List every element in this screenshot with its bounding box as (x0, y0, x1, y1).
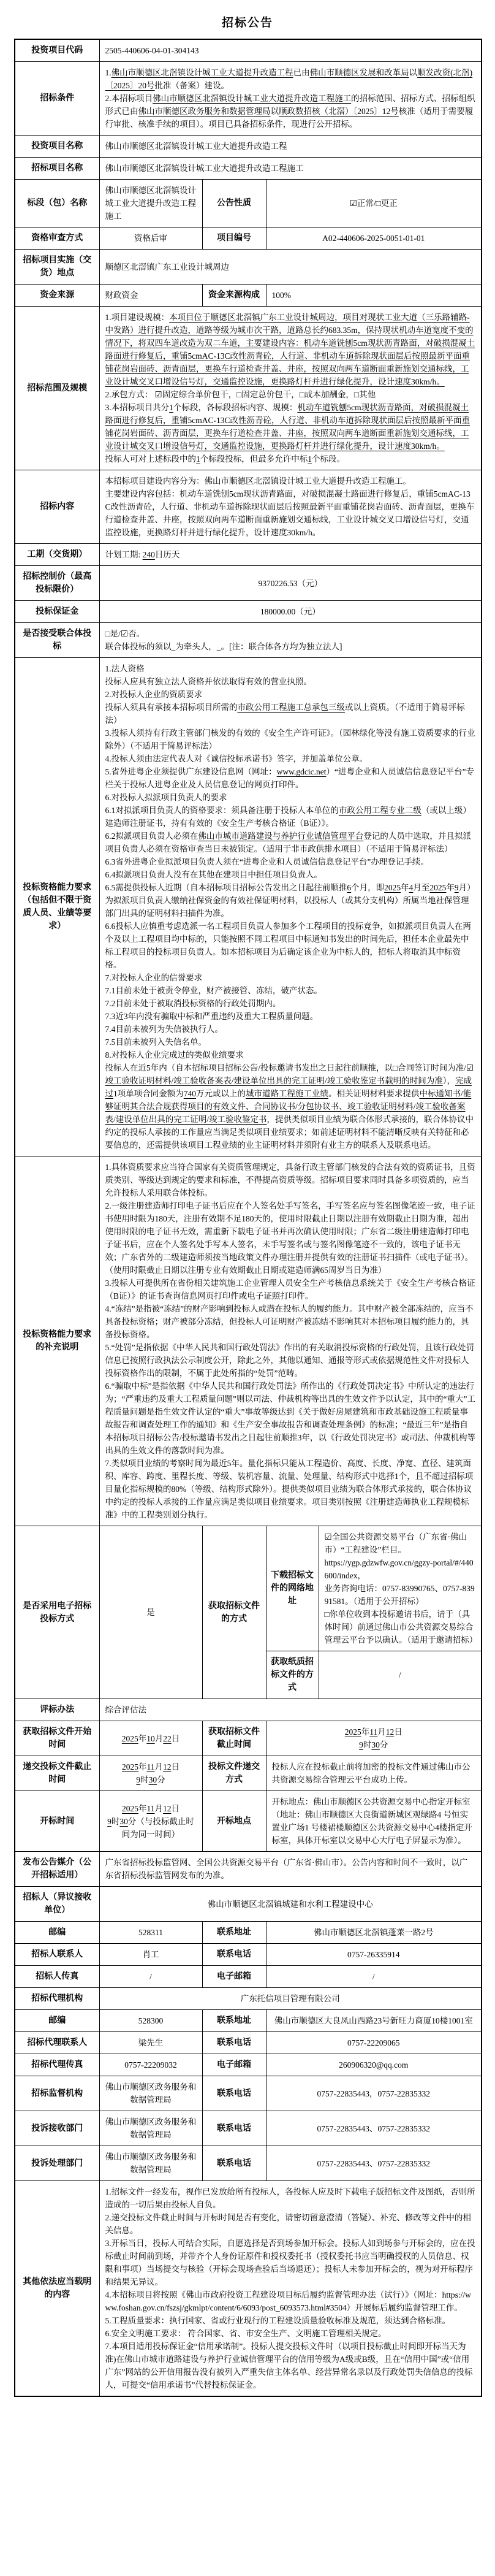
control-price-value: 9370226.53（元） (99, 566, 482, 601)
bid-bond-label: 投标保证金 (15, 601, 99, 623)
electronic-value: 是 (99, 1526, 202, 1699)
consortium-label: 是否接受联合体投标 (15, 623, 99, 658)
tenderer-address-label: 联系地址 (202, 1922, 266, 1944)
tender-name-value: 佛山市顺德区北滘镇设计城工业大道提升改造工程施工 (99, 158, 482, 180)
section-label: 标段（包）名称 (15, 180, 99, 227)
submission-method-value: 投标人应在投标截止前将加密的投标文件通过佛山市公共资源交易综合管理云平台成功上传。 (266, 1756, 482, 1791)
agency-address-value: 佛山市顺德区大良凤山西路23号新旺力商厦10楼1001室 (266, 2010, 482, 2032)
media-value: 广东省招标投标监管网、全国公共资源交易平台（广东省·佛山市）。公告内容和时间不一致时，以广东省招标投标监管网发布的为准。 (99, 1852, 482, 1887)
other-value: 1.招标文件一经发布，视作已发放给所有投标人，各投标人应及时下载电子版招标文件及图纸，否则所造成的一切后果由投标人自负。 2.递交投标文件截止时间与开标时间是否有变化，请密切留意澄清（答疑）、补充、修改等文件中的相关信息。 3.开标当日，投标人可结合实际，自愿选择是否到场参加开标会。投标人如到场参与开标会的，应在投标截止时间前到场，并带齐个人身份证原件和授权委托书（授权委托书应当明确授权的人员信息、权限和事项）当场提交与核验（开标会现场查验后当场退还）；投标人未参加开标会的，视为对开标程序和结果无异议。 4.本招标项目将按照《佛山市政府投资工程建设项目标后履约监督管理办法（试行）》（网址：https://www.foshan.gov.cn/fszsj/gkmlpt/content/6/6093/post_6093573.html#3504）开展标后履约监督管理工作。 5.工程质量要求：执行国家、省或行业现行的工程建设质量验收标准及规范，须达到合格标准。 6.安全文明施工要求： 符合国家、省、市安全生产、文明施工管理相关规定。 7.本项目适用投标保证金“信用承诺制”。投标人提交投标文件时（以项目投标截止时间即开标当天为准)在佛山市城市道路建设与养护行业诚信管理平台的信用等级为A级或B级，且在“信用中国”或“信用广东”网站的公开信用报告没有被列入严重失信主体名单、经营异常名录以及行政处罚失信信息的投标人，可提交“信用承诺书”代替投标保证金。 (99, 2181, 482, 2397)
row-supervisor (15, 2076, 482, 2111)
row-agency (15, 1988, 482, 2010)
invest-name-value: 佛山市顺德区北滘镇设计城工业大道提升改造工程 (99, 136, 482, 158)
doc-obtain-start-value: 2025年10月22日 (99, 1721, 202, 1756)
row-qualification-review (15, 227, 482, 250)
tenderer-email-label: 电子邮箱 (202, 1966, 266, 1988)
agency-address-label: 联系地址 (202, 2010, 266, 2032)
agency-contact-value: 梁先生 (99, 2032, 202, 2054)
tenderer-contact-label: 招标人联系人 (15, 1944, 99, 1966)
project-number-value: A02-440606-2025-0051-01-01 (266, 227, 482, 250)
agency-value: 广东托信项目管理有限公司 (99, 1988, 482, 2010)
notice-nature-label: 公告性质 (202, 180, 266, 227)
row-agency-zip (15, 2010, 482, 2032)
funding-composition-value: 100% (266, 285, 482, 307)
supervisor-phone-value: 0757-22835443，0757-22835332 (266, 2076, 482, 2111)
project-code-label: 投资项目代码 (15, 39, 99, 62)
agency-phone-value: 0757-22209065 (266, 2032, 482, 2054)
tender-announcement-table (14, 39, 482, 2397)
download-address-label: 下载招标文件的网络地址 (266, 1526, 319, 1651)
opening-place-label: 开标地点 (202, 1791, 266, 1852)
bid-bond-value: 180000.00（元） (99, 601, 482, 623)
submission-method-label: 投标文件递交方式 (202, 1756, 266, 1791)
row-funding (15, 285, 482, 307)
row-complaint-receive (15, 2111, 482, 2146)
opening-place-value: 开标地点：佛山市顺德区公共资源交易中心指定开标室（地址：佛山市顺德区大良街道新城区观绿路4 号恒实置业广场1 号楼裙楼顺德区公共资源交易中心4楼指定开标室，具体开标室以交易中心大厅电子屏显示为准）。 (266, 1791, 482, 1852)
agency-email-value: 260906320@qq.com (266, 2054, 482, 2076)
doc-obtain-end-label: 获取招标文件截止时间 (202, 1721, 266, 1756)
agency-label: 招标代理机构 (15, 1988, 99, 2010)
doc-obtain-end-value: 2025年11月12日 9时30分 (266, 1721, 482, 1756)
project-code-value: 2505-440606-04-01-304143 (99, 39, 482, 62)
agency-fax-label: 招标代理传真 (15, 2054, 99, 2076)
agency-zip-label: 邮编 (15, 2010, 99, 2032)
row-bid-bond (15, 601, 482, 623)
opening-time-label: 开标时间 (15, 1791, 99, 1852)
agency-phone-label: 联系电话 (202, 2032, 266, 2054)
paper-doc-value: / (319, 1651, 482, 1699)
row-tenderer-zip (15, 1922, 482, 1944)
notice-nature-value: ☑正常/□更正 (266, 180, 482, 227)
consortium-value: □是/☑否。 联合体投标的须以_为牵头人，_。[注：联合体各方均为独立法人] (99, 623, 482, 658)
page-title: 招标公告 (221, 17, 273, 29)
scope-value: 1.项目建设规模：本项目位于顺德区北滘镇广东工业设计城周边，项目对现状工业大道（三乐路辅路-中发路）进行提升改造，道路等级为城市次干路，道路总长约683.35m，保持现状机动车道宽度不变的情况下，将双四车道改造为双二车道，主要建设内容：机动车道铣刨5cm现状沥青路面，对破损混凝土路面进行修复后，重铺5cmAC-13C改性沥青砼，人行道、非机动车道拆除现状面层后按照最新平面重铺花岗岩面砖、沥青面层，更换车行道检查井盖、井座，按照双向两车道断面重新施划交通标线，工业设计城交叉口增设信号灯，交通监控设施，更换路灯杆并进行绿化提升，设计速度30km/h。 2.承包方式： ☑固定综合单价包干，□固定总价包干，□成本加酬金，□其他 3.本招标项目共分1个标段，各标段招标内容、规模：机动车道铣刨5cm现状沥青路面，对破损混凝土路面进行修复后，重铺5cmAC-13C改性沥青砼，人行道、非机动车道拆除现状面层后按照最新平面重铺花岗岩面砖、沥青面层，更换车行道检查井盖、井座，按照双向两车道断面重新施划交通标线，工业设计城交叉口增设信号灯，交通监控设施，更换路灯杆并进行绿化提升，设计速度30km/h。 投标人可对上述标段中的1个标段投标，但最多允许中标1个标段。 (99, 307, 482, 470)
row-evaluation (15, 1699, 482, 1721)
row-complaint-handle (15, 2146, 482, 2181)
supervisor-phone-label: 联系电话 (202, 2076, 266, 2111)
qualification-review-value: 资格后审 (99, 227, 202, 250)
duration-value: 计划工期: 240日历天 (99, 544, 482, 566)
tenderer-address-value: 佛山市顺德区北滘镇蓬莱一路2号 (266, 1922, 482, 1944)
doc-obtain-method-label: 获取招标文件的方式 (202, 1526, 266, 1699)
tenderer-contact-value: 肖工 (99, 1944, 202, 1966)
evaluation-value: 综合评估法 (99, 1699, 482, 1721)
row-electronic (15, 1526, 482, 1651)
media-label: 发布公告媒介（公开招标适用） (15, 1852, 99, 1887)
tenderer-value: 佛山市顺德区北滘镇城建和水利工程建设中心 (99, 1887, 482, 1922)
evaluation-label: 评标办法 (15, 1699, 99, 1721)
row-media (15, 1852, 482, 1887)
row-section (15, 180, 482, 227)
row-qualification-req (15, 658, 482, 1156)
row-tenderer-fax (15, 1966, 482, 1988)
row-project-code (15, 39, 482, 62)
row-invest-name (15, 136, 482, 158)
agency-zip-value: 528300 (99, 2010, 202, 2032)
tenderer-fax-value: / (99, 1966, 202, 1988)
complaint-receive-label: 投诉接收部门 (15, 2111, 99, 2146)
row-duration (15, 544, 482, 566)
download-address-value: ☑全国公共资源交易平台（广东省·佛山市）“工程建设”栏目。 https://ygp.gdzwfw.gov.cn/ggzy-portal/#/440600/index， 业务咨询电话：0757-83990765、0757-83991581。（适用于公开招标） □你单位收到本投标邀请书后，请于（具体时间）前通过佛山市公共资源交易综合管理云平台予以确认。（适用于邀请招标） (319, 1526, 482, 1651)
qualification-req-value: 1.法人资格 投标人应具有独立法人资格并依法取得有效的营业执照。 2.对投标人企业的资质要求 投标人须具有承接本招标项目所需的市政公用工程施工总承包三级或以上资质。（不适用于简易评标法） 3.投标人须持有行政主管部门核发的有效的《安全生产许可证》。（园林绿化等没有施工资质要求的行业除外）（不适用于简易评标法） 4.投标人须由法定代表人对《诚信投标承诺书》签字，并加盖单位公章。 5.省外进粤企业须提供广东建设信息网（网址：www.gdcic.net）“进粤企业和人员诚信信息登记平台”专栏关于投标人进粤企业及人员信息登记的网页打印件。 6.对投标人拟派项目负责人的要求 6.1对拟派项目负责人的资格要求：须具备注册于投标人本单位的市政公用工程专业二级（或以上级）建造师注册证书，持有有效的《安全生产考核合格证（B证）》。 6.2拟派项目负责人必须在佛山市城市道路建设与养护行业诚信管理平台登记的人员中选取，并且拟派项目负责人必须在资格审查当日未被锁定。（适用于非市政供排水项目）（不适用于简易评标法） 6.3省外进粤企业拟派项目负责人须在“进粤企业和人员诚信信息登记平台”办理登记手续。 6.4拟派项目负责人没有在其他在建项目中担任项目负责人。 6.5需提供投标人近期（自本招标项目招标公告发出之日起往前顺推6个月，即2025年4月至2025年9月）为拟派项目负责人缴纳社保资金的有效社保证明材料，以投标人（或其分支机构）所属当地社保管理部门出具的证明材料扫描件为准。 6.6投标人应慎重考虑选派一名工程项目负责人参加多个工程项目的投标竞争，如拟派项目负责人在两个及以上工程项目均中标的，只能按照不同工程项目中标通知书发出的时间先后，担任本企业最先中标工程项目的投标项目负责人。如本招标项目为后确定该企业为中标人的，招标人将取消其中标资格。 7.对投标人企业的信誉要求 7.1目前未处于被责令停业，财产被接管、冻结，破产状态。 7.2目前未处于被取消投标资格的行政处罚期内。 7.3近3年内没有骗取中标和严重违约及重大工程质量问题。 7.4目前未被列为失信被执行人。 7.5目前未被列入失信名单。 8.对投标人企业完成过的类似业绩要求 投标人在近5年内（自本招标项目招标公告/投标邀请书发出之日起往前顺推，以□合同签订时间为准/☑竣工验收证明材料/竣工验收备案表/建设单位出具的完工证明/竣工验收鉴定书载明的时间为准），完成过1项单项合同金额为740万元或以上的城市道路工程施工业绩。相关证明材料要求提供中标通知书/能够证明其合法合规获得项目的有效文件、合同协议书/分包协议书、竣工验收证明材料/竣工验收备案表/建设单位出具的完工证明/竣工验收鉴定书，提供类似项目业绩为联合体形式承接的，联合体协议中约定的投标人承接的工作量应当满足类似项目业绩要求；如前述证明材料不能清晰反映有关特征和必要信息的，还需提供该项目工程业绩的业主证明材料并须附有业主方的联系人及联系电话。 (99, 658, 482, 1156)
tender-name-label: 招标项目名称 (15, 158, 99, 180)
paper-doc-label: 获取纸质招标文件的方式 (266, 1651, 319, 1699)
electronic-label: 是否采用电子招标投标方式 (15, 1526, 99, 1699)
complaint-handle-value: 佛山市顺德区政务服务和数据管理局 (99, 2146, 202, 2181)
conditions-value: 1.佛山市顺德区北滘镇设计城工业大道提升改造工程已由佛山市顺德区发展和改革局以顺发改资(北滘)〔2025〕20号批准（备案）建设。 2.本招标项目佛山市顺德区北滘镇设计城工业大道提升改造工程施工的招标范围、招标方式、招标组织形式已由佛山市顺德区政务服务和数据管理局以顺政数招核（北滘）〔2025〕12号核准（适用于需要履行审批、核准手续的项目）。项目已具备招标条件，现进行公开招标。 (99, 62, 482, 136)
submission-deadline-value: 2025年11月12日 9时30分 (99, 1756, 202, 1791)
supervisor-label: 招标监督机构 (15, 2076, 99, 2111)
tenderer-label: 招标人（异议接收单位） (15, 1887, 99, 1922)
project-number-label: 项目编号 (202, 227, 266, 250)
scope-label: 招标范围及规模 (15, 307, 99, 470)
tenderer-email-value: / (266, 1966, 482, 1988)
row-content (15, 470, 482, 544)
row-agency-fax (15, 2054, 482, 2076)
qualification-supplement-label: 投标资格能力要求的补充说明 (15, 1156, 99, 1526)
funding-composition-label: 资金来源构成 (202, 285, 266, 307)
complaint-receive-phone-label: 联系电话 (202, 2111, 266, 2146)
complaint-handle-phone-value: 0757-22835443、0757-22835332 (266, 2146, 482, 2181)
tenderer-fax-label: 招标人传真 (15, 1966, 99, 1988)
qualification-supplement-value: 1.具体资质要求应当符合国家有关资质管理规定，具备行政主管部门核发的合法有效的资质证书，且资质类别、等级达到规定的要求和标准，不得提高资质等级。招标项目要求同时具备多项资质的，应当允许投标人采用联合体投标。 2.一级注册建造师打印电子证书后应在个人签名处手写签名，手写签名应与签名图像笔迹一致，电子证书使用时限为180天，注册有效期不足180天的，使用时限截止日期以注册有效期截止日期为准，超出使用时限的电子证书无效，需重新下载电子证书并再次确认使用时限；广东省二级注册建造师打印电子证书后，应在个人签名处手写本人签名，未手写签名或与签名图像笔迹不一致的，该电子证书无效；广东省外的二级建造师须按当地政策文件办理注册并提供有效的注册证书扫描件（或电子证书）。（使用时限截止日期以注册专业有效期截止日期或建造师满65周岁当日为准） 3.投标人可提供所在省份相关建筑施工企业管理人员安全生产考核信息系统关于《安全生产考核合格证（B证）》的证书查询信息网页打印件或电子证照打印件。 4.“冻结”是指被“冻结”的财产影响到投标人或潜在投标人的履约能力。其中财产被全部冻结的，应当不具备投标资格；财产被部分冻结，但投标人可证明财产被冻结不影响其对本招标项目履约能力的，具备投标资格。 5.“处罚”是指依据《中华人民共和国行政处罚法》作出的有关取消投标资格的行政处罚，且该行政处罚信息已按照行政执法公示制度公开，除此之外，其他以通知、通报等形式或依据规范性文件对投标人投标资格作出的限制，不属于此处所指的“处罚”范畴。 6.“骗取中标”是指依据《中华人民共和国行政处罚法》所作出的《行政处罚决定书》中所认定的违法行为；“严重违约及重大工程质量问题”则以司法、仲裁机构等出具的生效文件予以认定，其中的“重大”工程质量问题是指生效文件认定的“重大”事故等级达到《关于做好房屋建筑和市政基础设施工程质量事故报告和调查处理工作的通知》和《生产安全事故报告和调查处理条例》的标准；“最近三年”是指自本招标项目招标公告/投标邀请书发出之日起往前顺推3年，以《行政处罚决定书》或司法、仲裁机构等出具的生效文件的落款时间为准。 7.类似项目业绩的考察时间为最近5年。量化指标只能从工程造价、高度、长度、净宽、直径、建筑面积、库容、跨度、里程长度、等级、装机容量、流量、处理量、结构形式中选择1个，且不超过招标项目量化指标规模的80%（等级、结构形式除外）。提供类似项目业绩为联合体形式承接的，联合体协议中约定的投标人承接的工作量应满足类似项目业绩要求。项目类别按照《注册建造师执业工程规模标准》中的工程类别划分执行。 (99, 1156, 482, 1526)
agency-fax-value: 0757-22209032 (99, 2054, 202, 2076)
page (14, 0, 481, 2415)
opening-time-value: 2025年11月12日 9时30分（与投标截止时间为同一时间） (99, 1791, 202, 1852)
qualification-req-label: 投标资格能力要求（包括但不限于资质人员、业绩等要求） (15, 658, 99, 1156)
row-consortium (15, 623, 482, 658)
content-label: 招标内容 (15, 470, 99, 544)
row-control-price (15, 566, 482, 601)
submission-deadline-label: 递交投标文件截止时间 (15, 1756, 99, 1791)
supervisor-value: 佛山市顺德区政务服务和数据管理局 (99, 2076, 202, 2111)
tenderer-zip-value: 528311 (99, 1922, 202, 1944)
control-price-label: 招标控制价（最高投标限价） (15, 566, 99, 601)
tenderer-phone-value: 0757-26335914 (266, 1944, 482, 1966)
tenderer-zip-label: 邮编 (15, 1922, 99, 1944)
complaint-receive-phone-value: 0757-22835443、0757-22835332 (266, 2111, 482, 2146)
row-tenderer (15, 1887, 482, 1922)
row-qualification-supplement (15, 1156, 482, 1526)
row-tender-name (15, 158, 482, 180)
location-value: 顺德区北滘镇广东工业设计城周边 (99, 250, 482, 285)
row-agency-contact (15, 2032, 482, 2054)
complaint-receive-value: 佛山市顺德区政务服务和数据管理局 (99, 2111, 202, 2146)
qualification-review-label: 资格审查方式 (15, 227, 99, 250)
funding-value: 财政资金 (99, 285, 202, 307)
other-label: 其他依法应当载明的内容 (15, 2181, 99, 2397)
row-scope (15, 307, 482, 470)
row-location (15, 250, 482, 285)
agency-email-label: 电子邮箱 (202, 2054, 266, 2076)
complaint-handle-label: 投诉处理部门 (15, 2146, 99, 2181)
location-label: 招标项目实施（交货）地点 (15, 250, 99, 285)
row-other (15, 2181, 482, 2397)
row-submission (15, 1756, 482, 1791)
invest-name-label: 投资项目名称 (15, 136, 99, 158)
duration-label: 工期（交货期） (15, 544, 99, 566)
row-opening (15, 1791, 482, 1852)
complaint-handle-phone-label: 联系电话 (202, 2146, 266, 2181)
row-doc-obtain-time (15, 1721, 482, 1756)
agency-contact-label: 招标代理联系人 (15, 2032, 99, 2054)
conditions-label: 招标条件 (15, 62, 99, 136)
doc-obtain-start-label: 获取招标文件开始时间 (15, 1721, 99, 1756)
content-value: 本招标项目建设内容分为：佛山市顺德区北滘镇设计城工业大道提升改造工程施工。 主要建设内容包括：机动车道铣刨5cm现状沥青路面，对破损混凝土路面进行修复后，重铺5cmAC-13C改性沥青砼，人行道、非机动车道拆除现状面层后按照最新平面重铺花岗岩面砖、沥青面层，更换车行道检查井盖、井座，按照双向两车道断面重新施划交通标线，工业设计城交叉口增设信号灯，交通监控设施，更换路灯杆并进行绿化提升，设计速度30km/h。 (99, 470, 482, 544)
funding-label: 资金来源 (15, 285, 99, 307)
tenderer-phone-label: 联系电话 (202, 1944, 266, 1966)
section-value: 佛山市顺德区北滘镇设计城工业大道提升改造工程施工 (99, 180, 202, 227)
row-tenderer-contact (15, 1944, 482, 1966)
row-conditions (15, 62, 482, 136)
